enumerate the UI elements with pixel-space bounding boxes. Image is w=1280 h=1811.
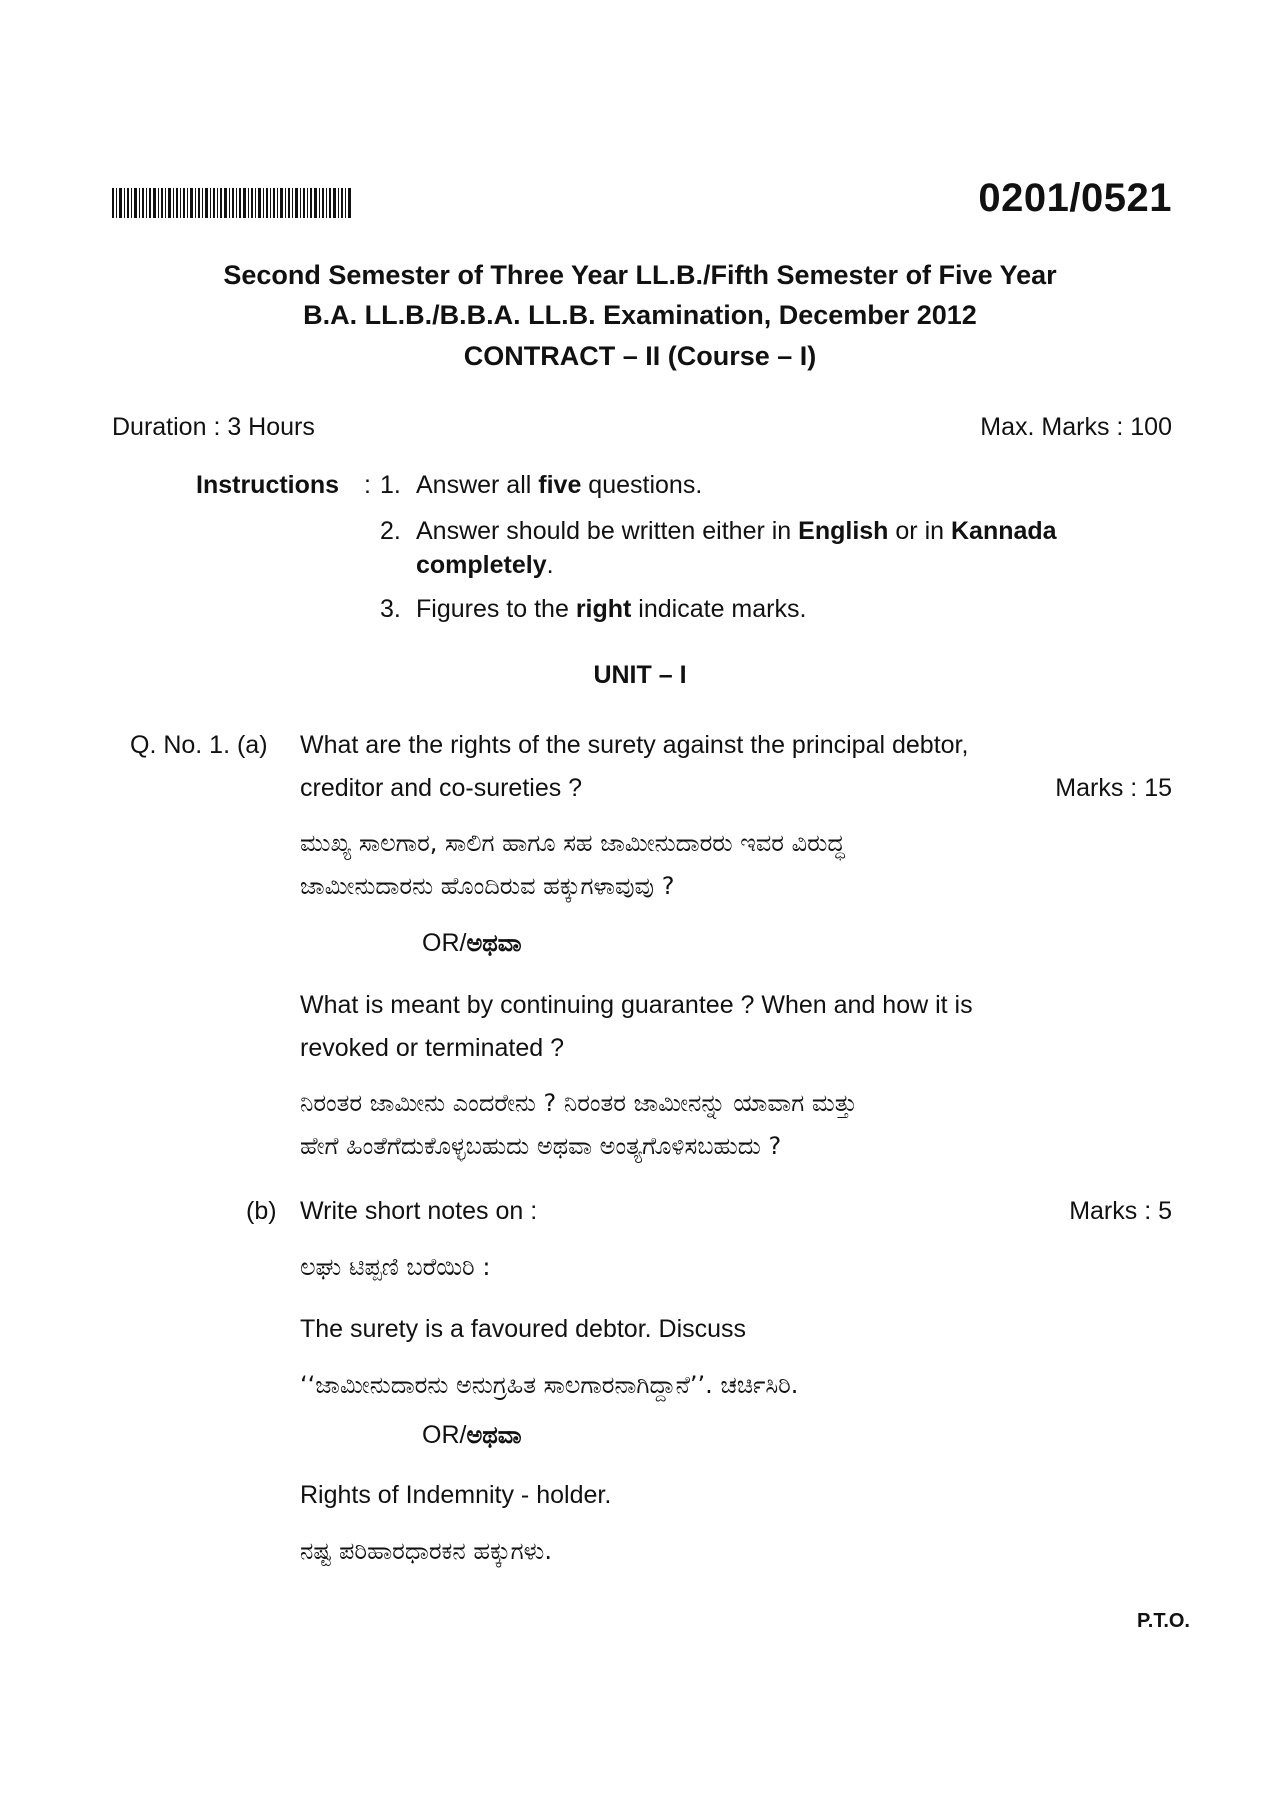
question-1a-alt-english-line-1: What is meant by continuing guarantee ? When and how it is <box>300 991 973 1019</box>
question-1b-note-2-english: Rights of Indemnity - holder. <box>300 1481 612 1509</box>
paper-code: 0201/0521 <box>978 176 1172 220</box>
question-1a-english-line-1: What are the rights of the surety against the principal debtor, <box>300 731 969 759</box>
barcode <box>112 188 352 218</box>
question-1a-alt-kannada-line-2: ಹೇಗೆ ಹಿಂತೆಗೆದುಕೊಳ್ಳಬಹುದು ಅಥವಾ ಅಂತ್ಯಗೊಳಿಸಬಹುದು ? <box>300 1132 782 1160</box>
instruction-number: 3. <box>380 595 401 623</box>
question-1a-kannada-line-2: ಜಾಮೀನುದಾರನು ಹೊಂದಿರುವ ಹಕ್ಕುಗಳಾವುವು ? <box>300 872 675 900</box>
instruction-2-continued: completely. <box>416 551 554 579</box>
question-1b-note-1-english: The surety is a favoured debtor. Discuss <box>300 1315 747 1343</box>
question-1a-alt-english-line-2: revoked or terminated ? <box>300 1034 565 1062</box>
duration: Duration : 3 Hours <box>112 413 315 441</box>
instructions-label: Instructions <box>196 471 340 499</box>
question-1a-alt-kannada-line-1: ನಿರಂತರ ಜಾಮೀನು ಎಂದರೇನು ? ನಿರಂತರ ಜಾಮೀನನ್ನು ಯಾವಾಗ ಮತ್ತು <box>300 1089 858 1117</box>
instruction-2: Answer should be written either in English or in Kannada <box>416 517 1057 545</box>
exam-title-line-2: B.A. LL.B./B.B.A. LL.B. Examination, December 2012 <box>303 300 977 330</box>
instruction-number: 1. <box>380 471 401 499</box>
max-marks: Max. Marks : 100 <box>980 413 1172 441</box>
question-1b-english: Write short notes on : <box>300 1197 538 1225</box>
question-label: Q. No. 1. (a) <box>130 731 268 759</box>
question-1a-marks: Marks : 15 <box>1055 774 1172 802</box>
exam-subject: CONTRACT – II (Course – I) <box>463 341 817 371</box>
question-1b-note-1-kannada: ‘‘ಜಾಮೀನುದಾರನು ಅನುಗ್ರಹಿತ ಸಾಲಗಾರನಾಗಿದ್ದಾನೆ’’. ಚರ್ಚಿಸಿರಿ. <box>300 1371 799 1399</box>
instruction-1: Answer all five questions. <box>416 471 703 499</box>
question-1a-english-line-2: creditor and co-sureties ? <box>300 774 583 802</box>
instruction-3: Figures to the right indicate marks. <box>416 595 807 623</box>
question-1b-note-2-kannada: ನಷ್ಟ ಪರಿಹಾರಧಾರಕನ ಹಕ್ಕುಗಳು. <box>300 1537 552 1565</box>
exam-title-line-1: Second Semester of Three Year LL.B./Fifth Semester of Five Year <box>223 260 1057 290</box>
question-1b-kannada: ಲಘು ಟಿಪ್ಪಣಿ ಬರೆಯಿರಿ : <box>300 1253 491 1281</box>
or-separator: OR/ಅಥವಾ <box>422 929 522 957</box>
question-1b-marks: Marks : 5 <box>1069 1197 1172 1225</box>
question-1b-label: (b) <box>246 1197 277 1225</box>
instruction-number: 2. <box>380 517 401 545</box>
please-turn-over: P.T.O. <box>1137 1610 1190 1632</box>
question-1a-kannada-line-1: ಮುಖ್ಯ ಸಾಲಗಾರ, ಸಾಲಿಗ ಹಾಗೂ ಸಹ ಜಾಮೀನುದಾರರು ಇವರ ವಿರುದ್ಧ <box>300 829 845 857</box>
or-separator: OR/ಅಥವಾ <box>422 1421 522 1449</box>
instructions-colon: : <box>364 471 371 499</box>
unit-heading: UNIT – I <box>593 661 687 689</box>
